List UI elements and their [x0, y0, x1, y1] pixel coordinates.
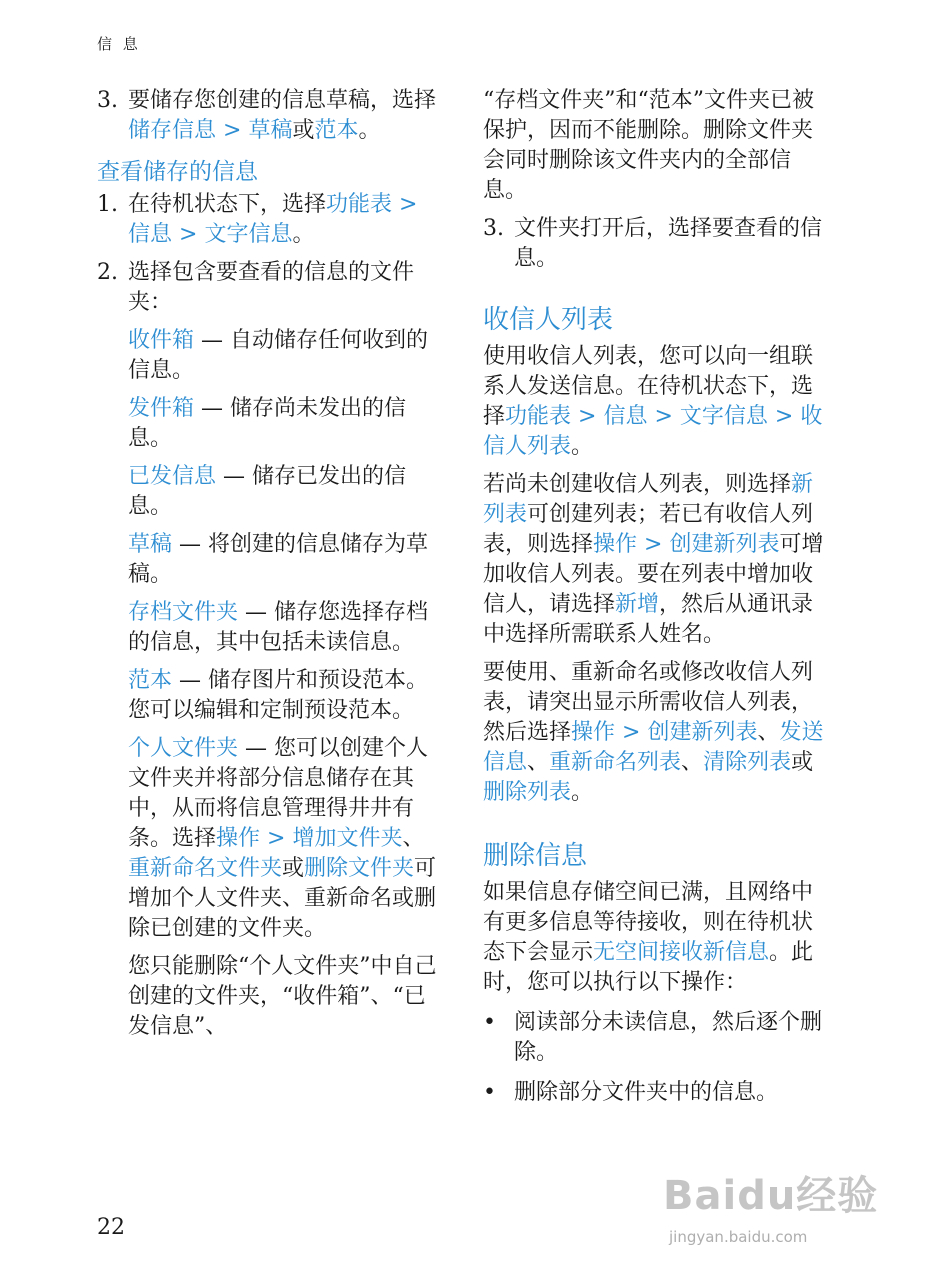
folder-item-drafts: 草稿 — 将创建的信息储存为草稿。	[128, 532, 429, 587]
watermark-url: jingyan.baidu.com	[669, 1228, 808, 1246]
recipients-paragraph-3: 要使用、重新命名或修改收信人列表，请突出显示所需收信人列表，然后选择操作 > 创建新列表、发送信息、重新命名列表、清除列表或删除列表。	[483, 660, 824, 805]
step-number: 3.	[97, 88, 118, 113]
step-text: 在待机状态下，选择功能表 > 信息 > 文字信息。	[128, 192, 418, 247]
save-draft-step	[97, 86, 442, 146]
link-save-message[interactable]: 储存信息	[128, 118, 217, 143]
folder-item-sent: 已发信息 — 储存已发出的信息。	[128, 464, 407, 519]
folder-name[interactable]: 发件箱	[128, 396, 195, 421]
folder-item-templates: 范本 — 储存图片和预设范本。您可以编辑和定制预设范本。	[128, 668, 429, 723]
link-clear-list[interactable]: 清除列表	[703, 750, 792, 775]
delete-paragraph: 如果信息存储空间已满，且网络中有更多信息等待接收，则在待机状态下会显示无空间接收新信息。此时，您可以执行以下操作：	[483, 880, 814, 995]
folder-name[interactable]: 范本	[128, 668, 173, 693]
list-item	[483, 1078, 828, 1108]
folder-name[interactable]: 存档文件夹	[128, 600, 239, 625]
link-new-list[interactable]: 新列表	[483, 472, 814, 527]
link-options[interactable]: 操作	[216, 826, 261, 851]
link-text-messages[interactable]: 文字信息	[679, 404, 768, 429]
link-add-new[interactable]: 新增	[615, 592, 660, 617]
link-send-message[interactable]: 发送信息	[483, 720, 824, 775]
link-templates[interactable]: 范本	[314, 118, 359, 143]
page-number: 22	[97, 1215, 125, 1240]
baidu-watermark	[655, 1160, 885, 1270]
recipients-paragraph-2: 若尚未创建收信人列表，则选择新列表可创建列表；若已有收信人列表，则选择操作 > 创建新列表可增加收信人列表。要在列表中增加收信人，请选择新增，然后从通讯录中选择所需联系人姓名。	[483, 472, 824, 647]
folder-note: 您只能删除“个人文件夹”中自己创建的文件夹，“收件箱”、“已发信息”、	[128, 954, 437, 1039]
link-no-space-message[interactable]: 无空间接收新信息	[593, 940, 770, 965]
recipients-paragraph-1: 使用收信人列表，您可以向一组联系人发送信息。在待机状态下，选择功能表 > 信息 > 文字信息 > 收信人列表。	[483, 344, 823, 459]
folder-item-personal: 个人文件夹 — 您可以创建个人文件夹并将部分信息储存在其中，从而将信息管理得井井有条。选择操作 > 增加文件夹、重新命名文件夹或删除文件夹可增加个人文件夹、重新命名或删除已创建的文件夹。	[128, 736, 437, 941]
step-number: 2.	[97, 260, 118, 285]
folder-item-archive: 存档文件夹 — 储存您选择存档的信息，其中包括未读信息。	[128, 600, 429, 655]
section-heading-delete-messages: 删除信息	[483, 841, 588, 871]
view-step-1	[97, 190, 442, 250]
link-drafts[interactable]: 草稿	[248, 118, 293, 143]
folder-note-continued: “存档文件夹”和“范本”文件夹已被保护，因而不能删除。删除文件夹会同时删除该文件夹内的全部信息。	[483, 88, 814, 203]
bullet-text: 阅读部分未读信息，然后逐个删除。	[514, 1010, 823, 1065]
link-delete-folder[interactable]: 删除文件夹	[304, 856, 415, 881]
right-column	[483, 86, 828, 1108]
folder-list	[128, 326, 442, 1042]
link-rename-list[interactable]: 重新命名列表	[549, 750, 682, 775]
link-recipient-lists[interactable]: 收信人列表	[483, 404, 823, 459]
left-column	[97, 86, 442, 1042]
folder-name[interactable]: 个人文件夹	[128, 736, 239, 761]
link-menu[interactable]: 功能表	[505, 404, 572, 429]
section-heading-recipient-lists: 收信人列表	[483, 305, 614, 335]
link-add-folder[interactable]: 增加文件夹	[292, 826, 403, 851]
link-menu[interactable]: 功能表	[326, 192, 393, 217]
folder-name[interactable]: 草稿	[128, 532, 173, 557]
folder-name[interactable]: 已发信息	[128, 464, 217, 489]
step-text: 文件夹打开后，选择要查看的信息。	[514, 216, 823, 271]
step-number: 3.	[483, 216, 504, 241]
section-heading-view-saved: 查看储存的信息	[97, 159, 258, 185]
bullet-text: 删除部分文件夹中的信息。	[514, 1080, 779, 1105]
page-header: 信 息	[97, 35, 141, 53]
link-messages[interactable]: 信息	[128, 222, 173, 247]
step-text: 要储存您创建的信息草稿，选择储存信息 > 草稿或范本。	[128, 88, 437, 143]
step-number: 1.	[97, 192, 118, 217]
link-text-messages[interactable]: 文字信息	[204, 222, 293, 247]
list-item	[483, 1008, 828, 1068]
bullet-icon: •	[483, 1080, 496, 1105]
folder-item-outbox: 发件箱 — 储存尚未发出的信息。	[128, 396, 407, 451]
link-options[interactable]: 操作	[593, 532, 638, 557]
folder-item-inbox: 收件箱 — 自动储存任何收到的信息。	[128, 328, 429, 383]
bullet-icon: •	[483, 1010, 496, 1035]
folder-name[interactable]: 收件箱	[128, 328, 195, 353]
view-step-2	[97, 258, 442, 318]
view-step-3	[483, 214, 828, 274]
link-rename-folder[interactable]: 重新命名文件夹	[128, 856, 283, 881]
watermark-logo: Baidu经验	[663, 1173, 879, 1219]
step-text: 选择包含要查看的信息的文件夹：	[128, 260, 415, 315]
link-messages[interactable]: 信息	[603, 404, 648, 429]
link-create-new-list[interactable]: 创建新列表	[669, 532, 780, 557]
link-delete-list[interactable]: 删除列表	[483, 780, 572, 805]
link-options[interactable]: 操作	[571, 720, 616, 745]
link-create-new-list[interactable]: 创建新列表	[647, 720, 758, 745]
